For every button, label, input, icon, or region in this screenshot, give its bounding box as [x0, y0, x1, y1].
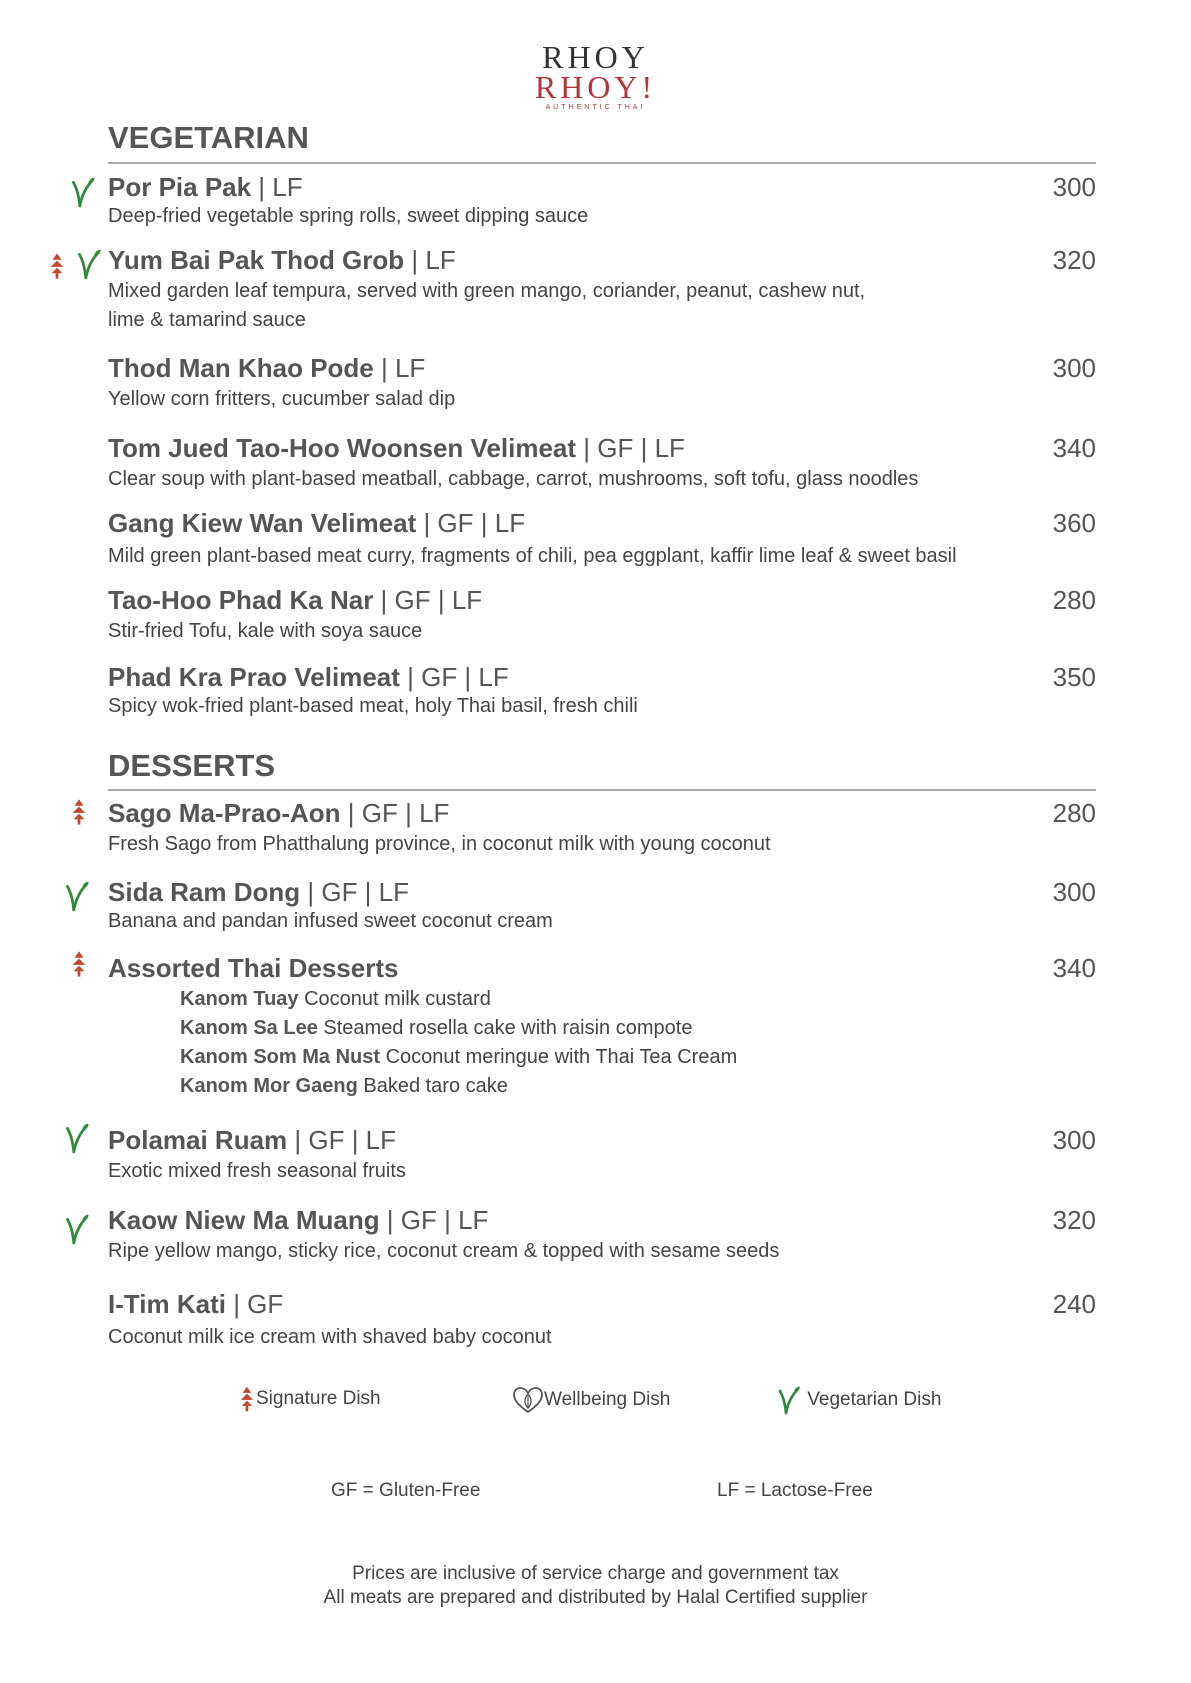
- dish-description: Spicy wok-fried plant-based meat, holy Thai basil, fresh chili: [108, 695, 638, 717]
- footer-note: [0, 1562, 1191, 1610]
- dish-name-line: [108, 662, 1096, 692]
- dish-name-line: [108, 245, 1096, 275]
- menu-item: [108, 353, 1096, 414]
- dish-name-line: [108, 172, 1096, 202]
- dish-name-line: [108, 508, 1096, 538]
- menu-item: [108, 798, 1096, 859]
- dish-description-line-1: Mixed garden leaf tempura, served with green mango, coriander, peanut, cashew nut,: [108, 280, 866, 302]
- dish-name: Polamai Ruam: [108, 1125, 288, 1155]
- section-divider: [108, 162, 1096, 164]
- section-title-vegetarian: VEGETARIAN: [108, 120, 309, 155]
- dish-tags: | GF | LF: [379, 1205, 489, 1235]
- dish-name: Por Pia Pak: [108, 172, 252, 202]
- signature-flame-icon: [238, 1386, 256, 1412]
- dish-description: Stir-fried Tofu, kale with soya sauce: [108, 620, 423, 642]
- legend-gluten-free: GF = Gluten-Free: [331, 1480, 481, 1501]
- dish-description: Clear soup with plant-based meatball, cabbage, carrot, mushrooms, soft tofu, glass noodles: [108, 468, 919, 490]
- dish-name: Yum Bai Pak Thod Grob: [108, 245, 405, 275]
- dish-description: Ripe yellow mango, sticky rice, coconut cream & topped with sesame seeds: [108, 1240, 780, 1262]
- dish-tags: | LF: [404, 245, 456, 275]
- legend-vegetarian-label: Vegetarian Dish: [807, 1389, 942, 1411]
- dish-price: 350: [1052, 662, 1096, 692]
- legend-lactose-free: LF = Lactose-Free: [717, 1480, 873, 1501]
- vegetarian-icon: [64, 1213, 90, 1245]
- dish-price: 340: [1052, 433, 1096, 463]
- dish-description: Deep-fried vegetable spring rolls, sweet dipping sauce: [108, 205, 589, 227]
- sub-dessert-description: Steamed rosella cake with raisin compote: [317, 1017, 693, 1039]
- dish-name-line: [108, 433, 1096, 463]
- dish-name: [108, 953, 1096, 983]
- dish-name: Sida Ram Dong: [108, 877, 301, 907]
- dish-price: 300: [1052, 1125, 1096, 1155]
- vegetarian-icon: [64, 1122, 90, 1154]
- sub-dessert-name: Kanom Mor Gaeng: [180, 1075, 358, 1097]
- dish-tags: | GF | LF: [373, 585, 483, 615]
- heart-leaf-icon: [512, 1386, 544, 1414]
- section-divider: [108, 789, 1096, 791]
- dish-description: Coconut milk ice cream with shaved baby coconut: [108, 1326, 552, 1348]
- logo-tagline: AUTHENTIC THAI: [545, 104, 646, 111]
- dish-name: Gang Kiew Wan Velimeat: [108, 508, 417, 538]
- sub-dessert-name: Kanom Sa Lee: [180, 1017, 318, 1039]
- dish-price: 360: [1052, 508, 1096, 538]
- legend-wellbeing-label: Wellbeing Dish: [544, 1389, 671, 1411]
- legend-signature-label: Signature Dish: [256, 1388, 381, 1410]
- dish-tags: | LF: [251, 172, 303, 202]
- dish-tags: | GF | LF: [300, 877, 409, 907]
- footer-line-2: All meats are prepared and distributed by Halal Certified supplier: [323, 1587, 868, 1608]
- logo-line-1: RHOY: [542, 39, 649, 75]
- dish-description: Mild green plant-based meat curry, fragments of chili, pea eggplant, kaffir lime leaf & sweet basil: [108, 545, 957, 567]
- menu-item: [108, 1125, 1096, 1186]
- footer-line-1: Prices are inclusive of service charge and government tax: [352, 1563, 839, 1584]
- logo-line-2: RHOY!: [534, 69, 657, 105]
- dish-price: 320: [1052, 245, 1096, 275]
- sprout-icon: [776, 1385, 802, 1415]
- dish-price: 320: [1052, 1205, 1096, 1235]
- dish-description-line-2: lime & tamarind sauce: [108, 309, 306, 331]
- legend-wellbeing: [512, 1386, 670, 1414]
- dish-price: 300: [1052, 877, 1096, 907]
- dish-name-line: [108, 1205, 1096, 1235]
- dish-name-line: [108, 353, 1096, 383]
- menu-item: [108, 1289, 1096, 1352]
- dish-name-text: Assorted Thai Desserts: [108, 953, 399, 983]
- legend-signature: [238, 1386, 381, 1412]
- dish-price: 280: [1052, 798, 1096, 828]
- legend-vegetarian: [776, 1385, 941, 1415]
- sub-dessert-item: [108, 1014, 1096, 1043]
- dish-price: 240: [1052, 1289, 1096, 1319]
- sub-dessert-description: Coconut milk custard: [298, 988, 491, 1010]
- menu-item: [108, 585, 1096, 646]
- dish-tags: | GF | LF: [416, 508, 526, 538]
- vegetarian-icon: [64, 880, 90, 912]
- sub-dessert-item: [108, 1043, 1096, 1072]
- dish-name-line: [108, 1125, 1096, 1155]
- dish-name-line: [108, 798, 1096, 828]
- dish-name: Tao-Hoo Phad Ka Nar: [108, 585, 374, 615]
- dish-tags: | GF | LF: [287, 1125, 397, 1155]
- dish-name: Thod Man Khao Pode: [108, 353, 374, 383]
- vegetarian-icon: [70, 176, 96, 208]
- dish-price: 340: [1052, 953, 1096, 983]
- dish-price: 300: [1052, 172, 1096, 202]
- dish-description: Fresh Sago from Phatthalung province, in coconut milk with young coconut: [108, 833, 771, 855]
- restaurant-logo: [0, 39, 1191, 111]
- dish-name: Kaow Niew Ma Muang: [108, 1205, 380, 1235]
- dish-description: Exotic mixed fresh seasonal fruits: [108, 1160, 406, 1182]
- section-title-desserts: DESSERTS: [108, 748, 276, 783]
- menu-item: [108, 433, 1096, 494]
- sub-dessert-description: Baked taro cake: [357, 1075, 508, 1097]
- dish-tags: | GF | LF: [576, 433, 685, 463]
- menu-item: [108, 877, 1096, 936]
- dish-price: 280: [1052, 585, 1096, 615]
- signature-flame-icon: [70, 950, 88, 978]
- dish-name: Tom Jued Tao-Hoo Woonsen Velimeat: [108, 433, 577, 463]
- sub-dessert-item: [108, 985, 1096, 1014]
- dish-name-line: [108, 877, 1096, 907]
- menu-item: [108, 245, 1096, 335]
- dish-name-line: [108, 1289, 1096, 1319]
- signature-flame-icon: [70, 798, 88, 826]
- dish-tags: | GF: [225, 1289, 284, 1319]
- dish-description: Banana and pandan infused sweet coconut cream: [108, 910, 553, 932]
- dish-description: Yellow corn fritters, cucumber salad dip: [108, 388, 456, 410]
- vegetarian-icon: [76, 248, 102, 280]
- dish-name-line: [108, 585, 1096, 615]
- menu-item: [108, 508, 1096, 571]
- sub-dessert-name: Kanom Tuay: [180, 988, 299, 1010]
- signature-flame-icon: [48, 252, 66, 280]
- dish-name: Sago Ma-Prao-Aon: [108, 798, 341, 828]
- sub-dessert-description: Coconut meringue with Thai Tea Cream: [380, 1046, 738, 1068]
- menu-item: [108, 1205, 1096, 1266]
- menu-item: [108, 953, 1096, 1101]
- menu-item: [108, 662, 1096, 721]
- dish-tags: | GF | LF: [340, 798, 450, 828]
- dish-price: 300: [1052, 353, 1096, 383]
- menu-item: [108, 172, 1096, 231]
- sub-dessert-item: [108, 1072, 1096, 1101]
- sub-dessert-name: Kanom Som Ma Nust: [180, 1046, 381, 1068]
- dish-name: Phad Kra Prao Velimeat: [108, 662, 400, 692]
- dish-tags: | GF | LF: [399, 662, 509, 692]
- dish-tags: | LF: [373, 353, 426, 383]
- dish-name: I-Tim Kati: [108, 1289, 226, 1319]
